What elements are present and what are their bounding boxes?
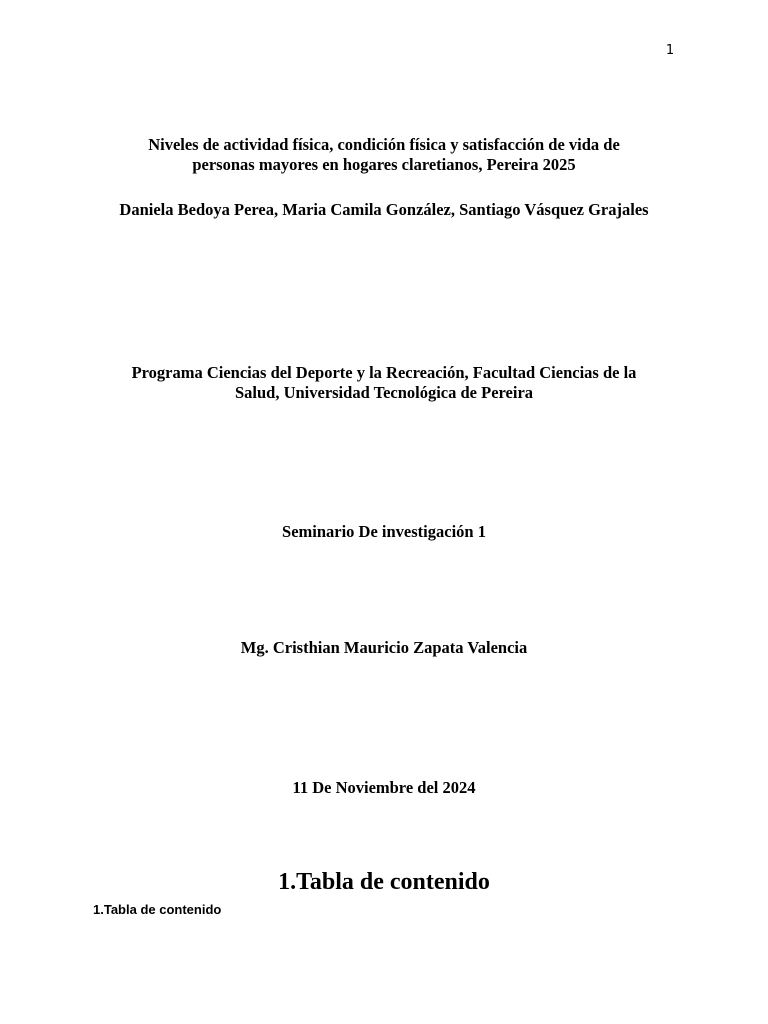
- program-affiliation: [94, 363, 674, 403]
- toc-entry-link[interactable]: 1.Tabla de contenido: [93, 902, 222, 917]
- document-title: [84, 135, 684, 175]
- document-date: 11 De Noviembre del 2024: [292, 778, 476, 797]
- program-line: Salud, Universidad Tecnológica de Pereira: [234, 383, 534, 402]
- title-line: Niveles de actividad física, condición física y satisfacción de vida de: [148, 135, 620, 154]
- program-line: Programa Ciencias del Deporte y la Recreación, Facultad Ciencias de la: [131, 363, 637, 382]
- authors: Daniela Bedoya Perea, Maria Camila González, Santiago Vásquez Grajales: [119, 200, 649, 219]
- advisor-name: Mg. Cristhian Mauricio Zapata Valencia: [240, 638, 528, 657]
- course-name: Seminario De investigación 1: [282, 522, 486, 541]
- toc-heading: 1.Tabla de contenido: [278, 869, 490, 895]
- title-line: personas mayores en hogares claretianos, Pereira 2025: [192, 155, 576, 174]
- page-number: 1: [665, 43, 675, 58]
